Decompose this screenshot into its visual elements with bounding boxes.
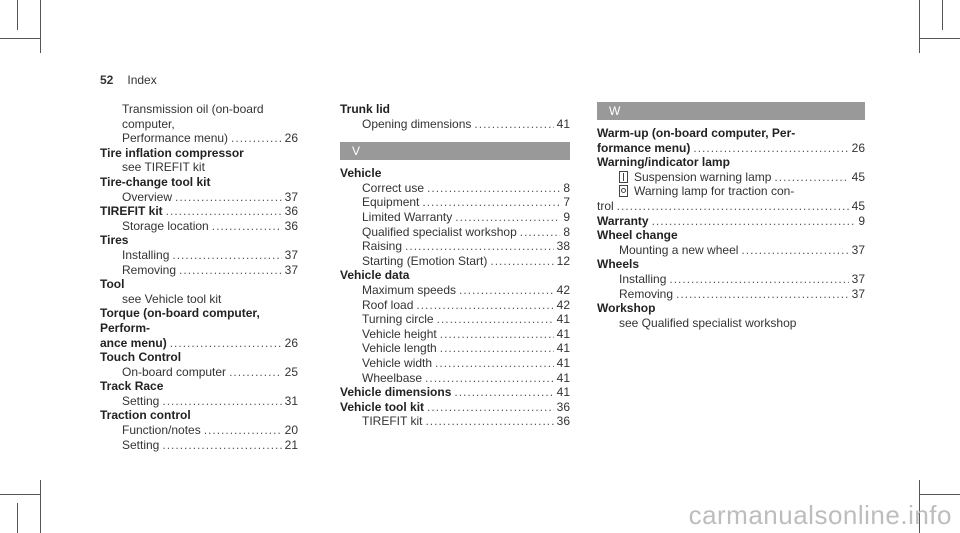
index-entry-line: Performance menu) ..... 26	[100, 131, 298, 146]
index-column-2	[340, 102, 570, 429]
index-subentry: Turning circle ..... 41	[340, 312, 570, 327]
index-subentry: Wheelbase ..... 41	[340, 371, 570, 386]
crop-mark	[920, 38, 960, 39]
index-entry-line: formance menu) ..... 26	[597, 141, 865, 156]
crop-mark	[920, 494, 960, 495]
index-term: Tool	[100, 277, 125, 292]
page-ref[interactable]: 41	[556, 385, 570, 400]
page-header	[100, 73, 157, 87]
index-term: Traction control	[100, 408, 191, 423]
index-term: Warm-up (on-board computer, Per-	[597, 126, 796, 140]
crop-mark	[0, 38, 40, 39]
crop-mark	[40, 480, 41, 533]
crop-mark	[942, 0, 943, 30]
index-column-1	[100, 102, 298, 452]
index-subentry: Storage location ..... 36	[100, 219, 298, 234]
index-term: Torque (on-board computer, Perform-	[100, 306, 260, 335]
index-term: Tires	[100, 233, 129, 248]
crop-mark	[17, 503, 18, 533]
index-subentry: Installing ..... 37	[100, 248, 298, 263]
page-ref[interactable]: 9	[563, 209, 570, 224]
page-ref[interactable]: 37	[284, 189, 298, 204]
index-entry: Transmission oil (on-board computer,	[122, 102, 264, 131]
cross-reference[interactable]: see TIREFIT kit	[122, 160, 205, 175]
index-entry-line: Vehicle tool kit ..... 36	[340, 400, 570, 415]
suspension-lamp-icon	[619, 171, 628, 183]
index-subentry: Vehicle length ..... 41	[340, 341, 570, 356]
index-subentry: Vehicle width ..... 41	[340, 356, 570, 371]
page-ref[interactable]: 9	[858, 213, 865, 228]
index-entry-line: Vehicle dimensions ..... 41	[340, 385, 570, 400]
traction-lamp-icon	[619, 185, 628, 197]
index-subentry: Setting ..... 31	[100, 394, 298, 409]
index-subentry: Suspension warning lamp ..... 45	[597, 170, 865, 185]
index-subentry: Limited Warranty ..... 9	[340, 210, 570, 225]
index-subentry: Removing ..... 37	[597, 287, 865, 302]
page-ref[interactable]: 12	[556, 253, 570, 268]
index-term: Wheels	[597, 257, 640, 272]
index-subentry: Mounting a new wheel ..... 37	[597, 243, 865, 258]
page-ref[interactable]: 36	[556, 414, 570, 429]
cross-reference[interactable]: see Qualified specialist workshop	[619, 315, 797, 330]
page-ref[interactable]: 8	[563, 180, 570, 195]
page-ref[interactable]: 26	[851, 140, 865, 155]
page-ref[interactable]: 36	[284, 218, 298, 233]
index-entry-line: Warranty ..... 9	[597, 214, 865, 229]
crop-mark	[0, 494, 40, 495]
page-ref[interactable]: 45	[851, 169, 865, 184]
page-ref[interactable]: 8	[563, 224, 570, 239]
page-ref[interactable]: 26	[284, 335, 298, 350]
page-ref[interactable]: 42	[556, 282, 570, 297]
index-subentry: Correct use ..... 8	[340, 181, 570, 196]
index-subentry: Qualified specialist workshop ..... 8	[340, 225, 570, 240]
index-term: Touch Control	[100, 350, 182, 365]
page-number: 52	[100, 73, 114, 87]
index-subentry: Warning lamp for traction con-	[597, 184, 865, 199]
index-entry-line: TIREFIT kit ..... 36	[100, 204, 298, 219]
index-term: Trunk lid	[340, 102, 391, 116]
index-term: Track Race	[100, 379, 164, 394]
page-ref[interactable]: 25	[284, 364, 298, 379]
crop-mark	[40, 0, 41, 53]
page-ref[interactable]: 36	[556, 399, 570, 414]
index-term: Vehicle data	[340, 268, 410, 283]
page-ref[interactable]: 7	[563, 195, 570, 210]
page-ref[interactable]: 41	[556, 312, 570, 327]
page-ref[interactable]: 20	[284, 423, 298, 438]
page-ref[interactable]: 42	[556, 297, 570, 312]
page-ref[interactable]: 41	[556, 370, 570, 385]
page-ref[interactable]: 31	[284, 393, 298, 408]
index-term: Vehicle	[340, 166, 382, 181]
index-entry-line: ance menu) ..... 26	[100, 336, 298, 351]
index-subentry: Starting (Emotion Start) ..... 12	[340, 254, 570, 269]
cross-reference[interactable]: see Vehicle tool kit	[122, 291, 222, 306]
page-ref[interactable]: 37	[284, 262, 298, 277]
section-letter-band: V	[340, 142, 570, 160]
index-subentry: Installing ..... 37	[597, 272, 865, 287]
page-ref[interactable]: 37	[851, 286, 865, 301]
page-ref[interactable]: 41	[556, 341, 570, 356]
crop-mark	[919, 0, 920, 53]
index-entry-line: trol ..... 45	[597, 199, 865, 214]
index-subentry: Vehicle height ..... 41	[340, 327, 570, 342]
index-subentry: Opening dimensions ..... 41	[340, 117, 570, 132]
index-subentry: Raising ..... 38	[340, 239, 570, 254]
crop-mark	[17, 0, 18, 30]
index-subentry: Removing ..... 37	[100, 263, 298, 278]
index-term: Workshop	[597, 301, 656, 316]
watermark: carmanualsonline.info	[688, 500, 952, 530]
index-subentry: Setting ..... 21	[100, 438, 298, 453]
index-term: Tire inflation compressor	[100, 145, 244, 160]
page-ref[interactable]: 37	[851, 242, 865, 257]
page-ref[interactable]: 26	[284, 131, 298, 146]
index-term: Warning/indicator lamp	[597, 155, 730, 170]
index-subentry: Function/notes ..... 20	[100, 423, 298, 438]
page-ref[interactable]: 21	[284, 437, 298, 452]
section-letter-band: W	[597, 102, 865, 120]
page-ref[interactable]: 41	[556, 116, 570, 131]
index-subentry: Maximum speeds ..... 42	[340, 283, 570, 298]
index-subentry: Roof load ..... 42	[340, 298, 570, 313]
index-term: Wheel change	[597, 228, 678, 243]
page-ref[interactable]: 37	[851, 271, 865, 286]
index-column-3	[597, 102, 865, 330]
page-ref[interactable]: 37	[284, 247, 298, 262]
index-subentry: TIREFIT kit ..... 36	[340, 414, 570, 429]
page-ref[interactable]: 41	[556, 326, 570, 341]
index-subentry: Equipment ..... 7	[340, 195, 570, 210]
index-term: Tire-change tool kit	[100, 174, 211, 189]
section-name: Index	[127, 73, 157, 87]
page-ref[interactable]: 41	[556, 355, 570, 370]
page-ref[interactable]: 36	[284, 204, 298, 219]
index-subentry: Overview ..... 37	[100, 190, 298, 205]
page-ref[interactable]: 38	[556, 239, 570, 254]
index-subentry: On-board computer ..... 25	[100, 365, 298, 380]
page-ref[interactable]: 45	[851, 198, 865, 213]
